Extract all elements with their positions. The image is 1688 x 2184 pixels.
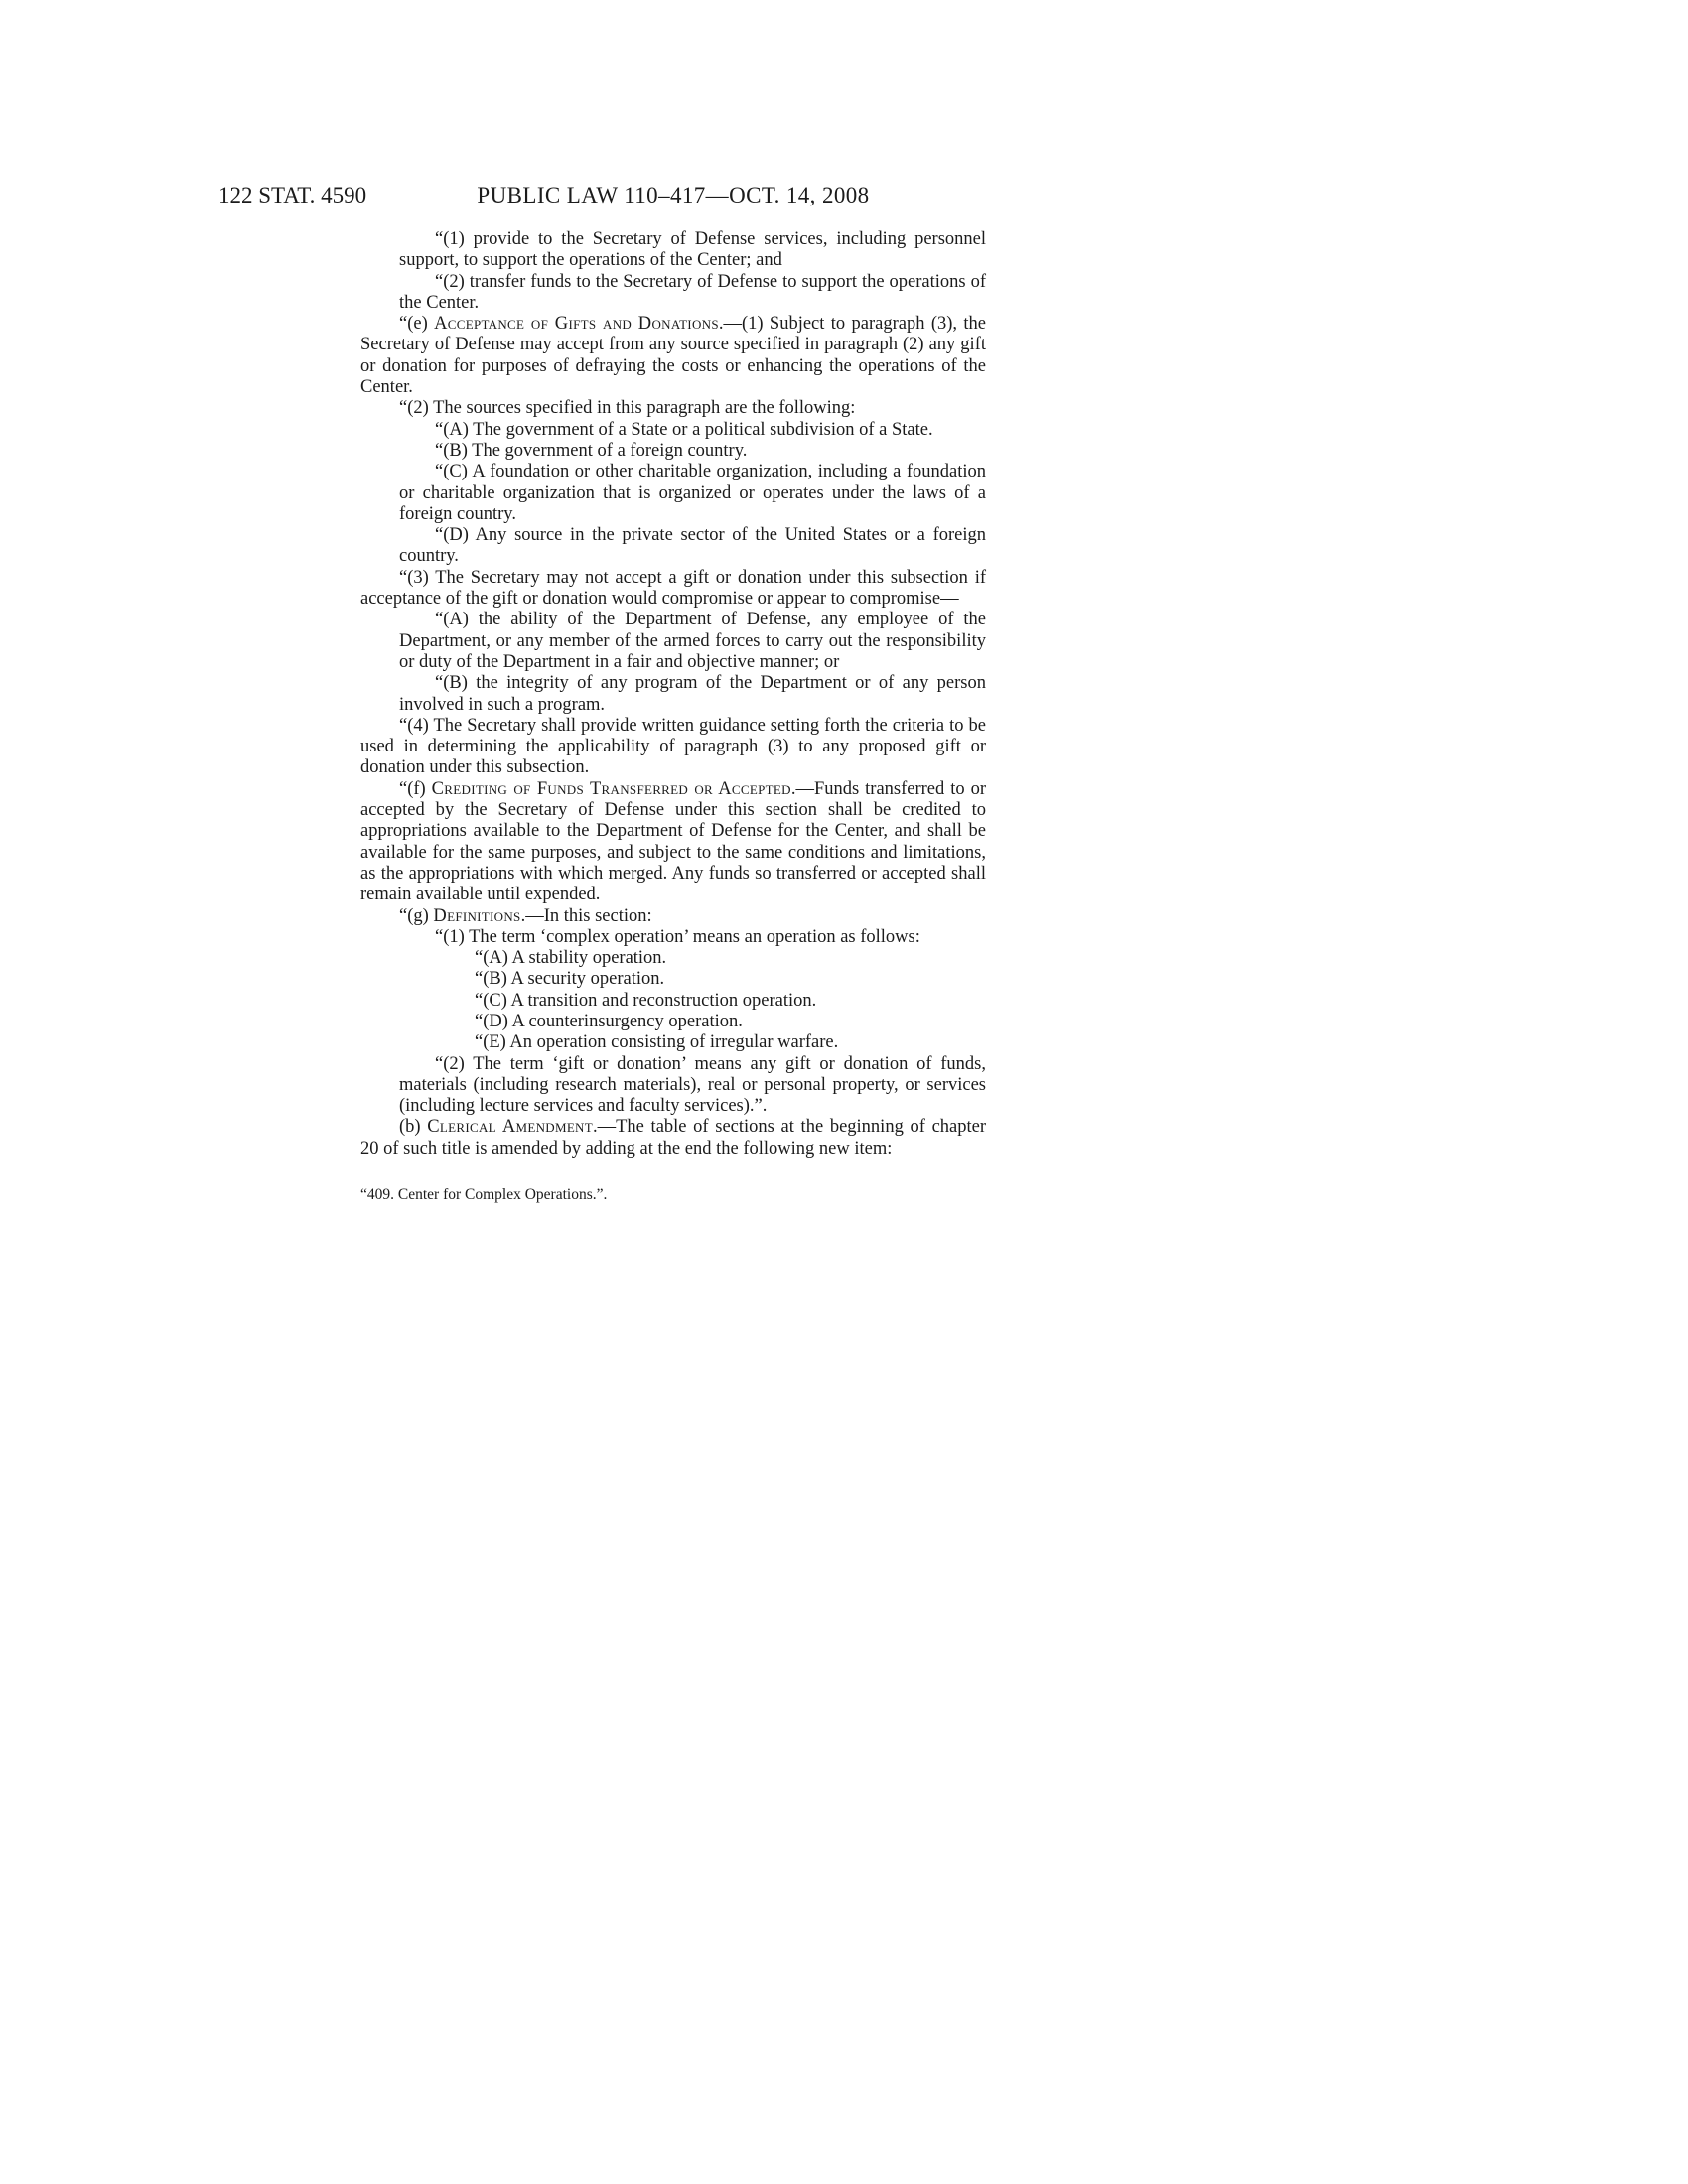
subparagraph-d-counterinsurgency [399, 1012, 986, 1032]
text-run: “(3) The Secretary may not accept a gift or donation under this subsection if acceptance of the gift or donation would compromise or appear to compromise— [360, 567, 986, 610]
text-run: “(4) The Secretary shall provide written guidance setting forth the criteria to be used in determining the applicability of paragraph (3) to any proposed gift or donation under this subsection. [360, 715, 986, 778]
text-run: “(B) the integrity of any program of the Department or of any person involved in such a program. [399, 673, 986, 715]
text-run: “(B) The government of a foreign country. [435, 440, 748, 461]
text-run: (b) [399, 1117, 428, 1138]
subsection-g-definitions [360, 906, 986, 927]
small-caps-heading: Definitions [433, 905, 521, 926]
text-run: “(2) transfer funds to the Secretary of Defense to support the operations of the Center. [399, 271, 986, 313]
subparagraph-a-stability [399, 948, 986, 969]
small-caps-heading: Crediting of Funds Transferred or Accepted [431, 778, 791, 799]
text-run: “(g) [399, 905, 434, 926]
text-run: “(1) provide to the Secretary of Defense services, including personnel support, to support the operations of the Center; and [399, 229, 986, 271]
text-run: “409. Center for Complex Operations.”. [360, 1186, 608, 1204]
text-run: .—Funds transferred to or accepted by the Secretary of Defense under this section shall be credited to appropriations available to the Department of Defense for the Center, and shall be available for the same purposes, and subject to the same conditions and limitations, as the appropriations with which merged. Any funds so transferred or accepted shall remain available until expended. [360, 778, 986, 905]
small-caps-heading: Acceptance of Gifts and Donations [434, 314, 719, 335]
text-run: “(1) The term ‘complex operation’ means an operation as follows: [435, 926, 920, 947]
text-run: “(f) [399, 778, 432, 799]
clause-2-transfer-funds [399, 272, 986, 315]
subparagraph-a-ability [399, 610, 986, 673]
paragraph-2-gift-or-donation [399, 1054, 986, 1118]
small-caps-heading: Clerical Amendment [427, 1117, 593, 1138]
text-run: “(E) An operation consisting of irregular warfare. [475, 1032, 839, 1053]
page-header [0, 183, 1688, 212]
text-run: “(A) the ability of the Department of Defense, any employee of the Department, or any member of the armed forces to carry out the responsibility or duty of the Department in a fair and objective manner; or [399, 610, 986, 672]
text-run: .—(1) Subject to paragraph (3), the Secretary of Defense may accept from any source specified in paragraph (2) any gift or donation for purposes of defraying the costs or enhancing the operations of the Center. [360, 314, 986, 398]
paragraph-4-written-guidance [360, 716, 986, 779]
text-run: “(A) A stability operation. [475, 948, 667, 969]
text-run: “(D) A counterinsurgency operation. [475, 1011, 743, 1031]
subsection-e-acceptance-of-gifts [360, 314, 986, 398]
text-run: “(B) A security operation. [475, 969, 665, 990]
subparagraph-b-foreign-government [399, 441, 986, 462]
text-run: “(C) A transition and reconstruction operation. [475, 990, 817, 1011]
text-run: “(2) The term ‘gift or donation’ means any gift or donation of funds, materials (including research materials), real or personal property, or services (including lecture services and faculty services).”. [399, 1053, 986, 1117]
clause-1-provide-services [399, 229, 986, 272]
text-run: “(2) The sources specified in this paragraph are the following: [399, 398, 856, 419]
text-run: .—The table of sections at the beginning of chapter 20 of such title is amended by adding at the end the following new item: [360, 1117, 987, 1159]
paragraph-2-sources [360, 398, 986, 419]
public-law-running-head: PUBLIC LAW 110–417—OCT. 14, 2008 [477, 183, 870, 207]
subparagraph-a-state-government [399, 420, 986, 441]
text-run: “(e) [399, 314, 435, 335]
table-of-sections-item [360, 1185, 986, 1204]
subparagraph-b-integrity [399, 673, 986, 716]
subparagraph-c-foundation [399, 462, 986, 525]
subparagraph-b-security [399, 969, 986, 990]
subsection-b-clerical-amendment [360, 1117, 986, 1160]
subparagraph-c-transition [399, 991, 986, 1012]
paragraph-1-complex-operation [399, 927, 986, 948]
text-run: “(A) The government of a State or a political subdivision of a State. [435, 419, 933, 440]
document-body [360, 229, 986, 1204]
statutes-at-large-page-number: 122 STAT. 4590 [218, 183, 367, 207]
paragraph-3-may-not-accept [360, 568, 986, 611]
subparagraph-e-irregular-warfare [399, 1032, 986, 1053]
subsection-f-crediting-of-funds [360, 779, 986, 906]
text-run: “(C) A foundation or other charitable organization, including a foundation or charitable organization that is organized or operates under the laws of a foreign country. [399, 462, 986, 524]
text-run: “(D) Any source in the private sector of the United States or a foreign country. [399, 525, 986, 567]
text-run: .—In this section: [520, 905, 652, 926]
subparagraph-d-private-sector [399, 525, 986, 568]
